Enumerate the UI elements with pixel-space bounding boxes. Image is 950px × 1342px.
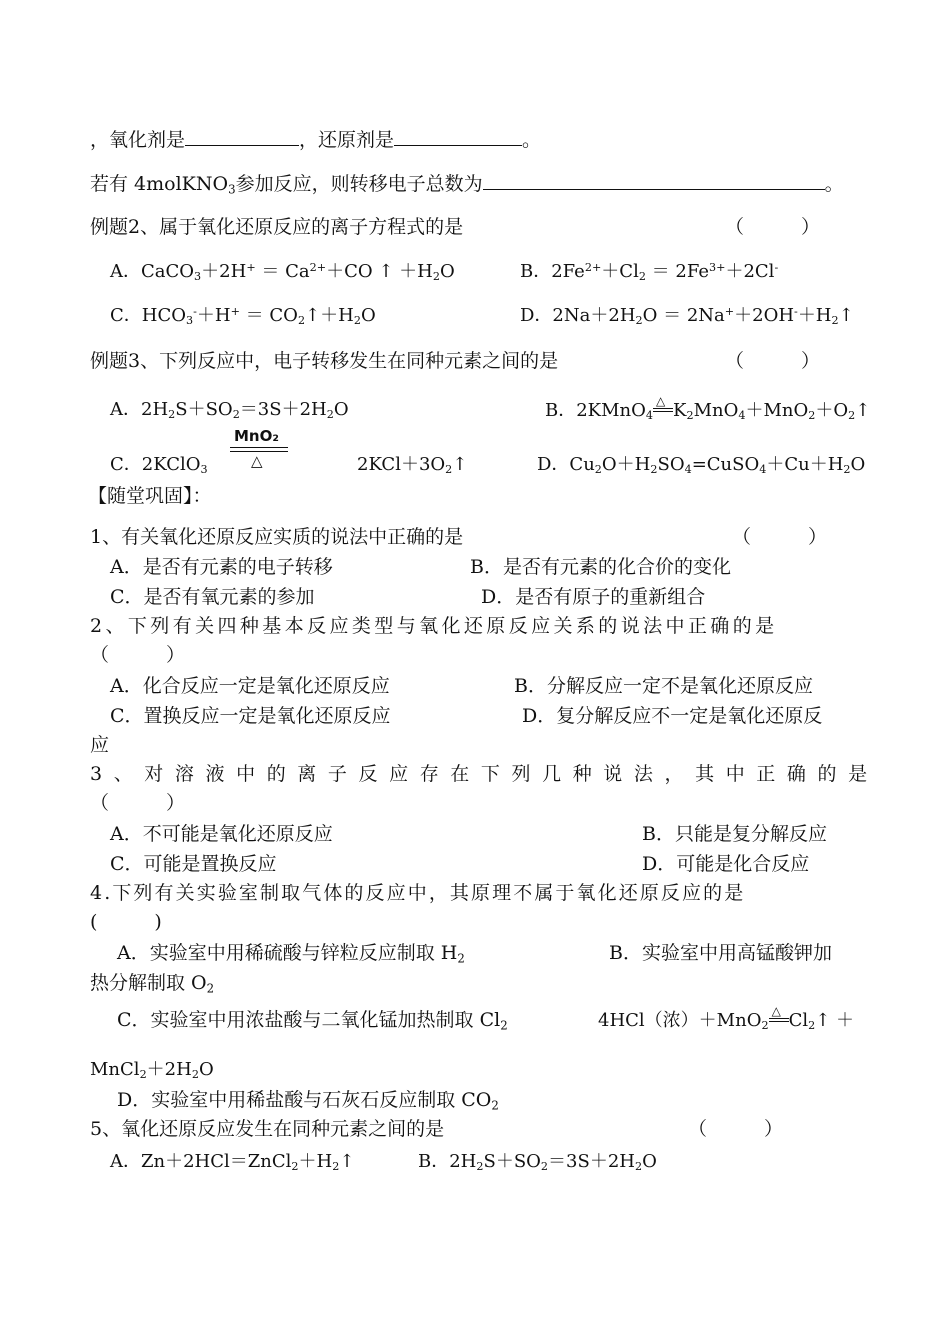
- subscript: 3: [194, 270, 202, 284]
- line-electron-count: [90, 171, 844, 196]
- subscript: 3: [200, 463, 208, 477]
- text: K: [673, 400, 687, 421]
- practice4-paren[interactable]: ( ): [90, 911, 162, 933]
- subscript: 3: [228, 182, 236, 197]
- double-line-top: [653, 408, 673, 409]
- example2-stem: 例题2、属于氧化还原反应的离子方程式的是: [90, 216, 464, 238]
- subscript: 4: [738, 409, 746, 423]
- text: ＋Cu＋H: [766, 454, 844, 475]
- answer-blank-reductant[interactable]: [394, 127, 522, 146]
- text: ＝ CO: [239, 305, 298, 326]
- text: O: [439, 261, 455, 282]
- text: ＋Cl: [601, 261, 639, 282]
- example3-option-c-products: [357, 453, 467, 477]
- practice3-stem: 3、对溶液中的离子反应存在下列几种说法，其中正确的是: [90, 763, 879, 785]
- text: O: [198, 1059, 214, 1080]
- text: C．HCO: [110, 305, 186, 326]
- text: S＋SO: [175, 399, 233, 420]
- example3-option-d[interactable]: [537, 453, 865, 477]
- practice5-stem: 5、氧化还原反应发生在同种元素之间的是: [90, 1118, 445, 1140]
- text: S＋SO: [483, 1151, 541, 1172]
- superscript: -: [193, 304, 197, 318]
- subscript: 2: [638, 270, 646, 284]
- answer-blank-electrons[interactable]: [483, 171, 825, 190]
- subscript: 4: [645, 409, 654, 423]
- subscript: 2: [491, 1098, 499, 1113]
- text: SO: [657, 454, 685, 475]
- practice4-option-b[interactable]: B．实验室中用高锰酸钾加: [609, 942, 832, 964]
- text: ＝ 2Fe: [645, 261, 709, 282]
- text: ↑: [855, 400, 871, 421]
- text: 热分解制取 O: [90, 972, 207, 994]
- text: A．CaCO: [110, 261, 195, 282]
- text: A．Zn＋2HCl＝ZnCl: [110, 1151, 292, 1172]
- text: ＋2OH: [734, 305, 795, 326]
- text: 若有 4molKNO: [90, 173, 229, 195]
- practice5-option-a[interactable]: [110, 1150, 354, 1174]
- practice3-option-a[interactable]: A．不可能是氧化还原反应: [110, 823, 333, 845]
- subscript: 2: [297, 314, 306, 328]
- subscript: 2: [168, 408, 176, 422]
- practice5-paren[interactable]: （ ）: [688, 1118, 784, 1140]
- subscript: 2: [650, 463, 658, 477]
- subscript: 2: [191, 1068, 199, 1082]
- subscript: 2: [206, 981, 215, 996]
- subscript: 2: [594, 463, 602, 477]
- text: ＋H: [797, 305, 832, 326]
- practice1-option-d[interactable]: D．是否有原子的重新组合: [481, 586, 706, 608]
- text: Cl: [788, 1010, 809, 1031]
- practice1-option-a[interactable]: A．是否有元素的电子转移: [110, 556, 333, 578]
- practice1-paren[interactable]: （ ）: [732, 526, 828, 548]
- example3-option-b[interactable]: [545, 394, 871, 423]
- catalyst-label: MnO₂: [234, 427, 279, 445]
- line-oxidant-reductant: [90, 127, 541, 152]
- subscript: 2: [457, 951, 465, 966]
- subscript: 2: [232, 408, 240, 422]
- text: O: [360, 305, 376, 326]
- practice1-option-b[interactable]: B．是否有元素的化合价的变化: [470, 556, 731, 578]
- text: ＋2H: [201, 261, 247, 282]
- subscript: 2: [332, 1160, 340, 1174]
- subscript: 2: [686, 409, 694, 423]
- example3-option-c[interactable]: [110, 453, 208, 477]
- example2-option-a[interactable]: [110, 260, 455, 284]
- text: ＝3S＋2H: [548, 1151, 635, 1172]
- practice2-option-c[interactable]: C．置换反应一定是氧化还原反应: [110, 705, 391, 727]
- subscript: 2: [291, 1160, 299, 1174]
- subscript: 2: [540, 1160, 549, 1174]
- practice2-stem: 2、下列有关四种基本反应类型与氧化还原反应关系的说法中正确的是: [90, 615, 778, 637]
- subscript: 2: [848, 409, 856, 423]
- example2-option-c[interactable]: [110, 304, 376, 328]
- text: ＋CO ↑ ＋H: [326, 261, 433, 282]
- subscript: 4: [684, 463, 692, 477]
- text: 2KCl＋3O: [357, 454, 446, 475]
- text: ↑: [838, 305, 854, 326]
- heat-condition-icon: [653, 394, 673, 418]
- superscript: 3+: [709, 260, 726, 274]
- text: O: [642, 1151, 657, 1172]
- text: O＋H: [601, 454, 651, 475]
- double-line-bottom: [769, 1021, 789, 1022]
- double-line-top: [769, 1018, 789, 1019]
- superscript: +: [246, 260, 256, 274]
- answer-blank-oxidant[interactable]: [185, 127, 299, 146]
- subscript: 2: [476, 1160, 484, 1174]
- practice4-option-c-equation: [598, 1004, 855, 1033]
- superscript: +: [724, 304, 735, 318]
- double-line-top: [230, 447, 288, 448]
- text: D．实验室中用稀盐酸与石灰石反应制取 CO: [117, 1089, 492, 1111]
- example3-paren[interactable]: （ ）: [725, 350, 821, 372]
- practice4-option-d[interactable]: [117, 1088, 499, 1112]
- text: =CuSO: [691, 454, 760, 475]
- practice2-paren[interactable]: （ ）: [90, 644, 186, 666]
- practice4-option-c[interactable]: [117, 1008, 508, 1032]
- double-line-bottom: [653, 411, 673, 412]
- subscript: 2: [139, 1068, 147, 1082]
- superscript: +: [230, 304, 240, 318]
- example3-stem: 例题3、下列反应中，电子转移发生在同种元素之间的是: [90, 350, 559, 372]
- text: ＝3S＋2H: [239, 399, 327, 420]
- practice2-option-b[interactable]: B．分解反应一定不是氧化还原反应: [514, 675, 813, 697]
- subscript: 2: [635, 314, 643, 328]
- text: D．Cu: [537, 454, 595, 475]
- subscript: 2: [432, 270, 440, 284]
- text: O: [850, 454, 866, 475]
- text: B．2Fe: [520, 261, 585, 282]
- text: ＋O: [815, 400, 849, 421]
- practice2-option-a[interactable]: A．化合反应一定是氧化还原反应: [110, 675, 390, 697]
- practice1-option-c[interactable]: C．是否有氧元素的参加: [110, 586, 315, 608]
- text: D．2Na＋2H: [520, 305, 636, 326]
- subscript: 2: [326, 408, 334, 422]
- example2-paren[interactable]: （ ）: [725, 216, 821, 238]
- text: ，还原剂是: [299, 129, 395, 151]
- practice1-stem: 1、有关氧化还原反应实质的说法中正确的是: [90, 526, 464, 548]
- text: B．2H: [418, 1151, 477, 1172]
- subscript: 2: [445, 463, 453, 477]
- text: O: [333, 399, 349, 420]
- text: ↑: [339, 1151, 355, 1172]
- superscript: 2+: [309, 260, 327, 274]
- practice5-option-b[interactable]: [418, 1150, 657, 1174]
- catalyst-arrow: [230, 428, 288, 472]
- subscript: 2: [353, 314, 361, 328]
- text: ↑: [452, 454, 468, 475]
- text: ＋MnO: [745, 400, 809, 421]
- example3-option-a[interactable]: [110, 398, 349, 422]
- practice4-option-a[interactable]: [117, 941, 465, 965]
- example2-option-b[interactable]: [520, 260, 778, 284]
- subscript: 2: [634, 1160, 643, 1174]
- heat-condition-icon: [769, 1004, 789, 1028]
- text: ，氧化剂是: [90, 129, 186, 151]
- example2-option-d[interactable]: [520, 304, 854, 328]
- text: ＋H: [298, 1151, 333, 1172]
- practice2-option-d[interactable]: D．复分解反应不一定是氧化还原反: [522, 705, 823, 727]
- text: ＝ Ca: [255, 261, 310, 282]
- heat-triangle-icon: △: [251, 452, 263, 470]
- text: 。: [522, 129, 542, 151]
- superscript: -: [774, 260, 779, 274]
- triangle-symbol: △: [656, 394, 666, 408]
- text: C．2KClO: [110, 454, 201, 475]
- section-heading: 【随堂巩固】：: [88, 485, 212, 507]
- subscript: 4: [759, 463, 767, 477]
- text: A．2H: [110, 399, 169, 420]
- practice3-option-d[interactable]: D．可能是化合反应: [642, 853, 810, 875]
- practice3-option-c[interactable]: C．可能是置换反应: [110, 853, 277, 875]
- text: 。: [824, 173, 844, 195]
- superscript: 2+: [584, 260, 602, 274]
- subscript: 3: [186, 314, 194, 328]
- text: ↑＋H: [305, 305, 354, 326]
- text: 4HCl（浓）＋MnO: [598, 1010, 762, 1031]
- text: ＋2Cl: [725, 261, 775, 282]
- text: B．2KMnO: [545, 400, 646, 421]
- subscript: 2: [843, 463, 851, 477]
- subscript: 2: [831, 314, 839, 328]
- subscript: 2: [808, 1019, 816, 1033]
- text: MnCl: [90, 1059, 140, 1080]
- text: ＋2H: [146, 1059, 192, 1080]
- text: ＋H: [196, 305, 231, 326]
- text: C．实验室中用浓盐酸与二氧化锰加热制取 Cl: [117, 1009, 501, 1031]
- text: ↑ ＋: [815, 1010, 855, 1031]
- subscript: 2: [500, 1018, 508, 1033]
- superscript: -: [794, 304, 798, 318]
- text: MnO: [693, 400, 739, 421]
- practice3-option-b[interactable]: B．只能是复分解反应: [642, 823, 827, 845]
- practice2-option-d-wrap: 应: [90, 734, 110, 756]
- text: A．实验室中用稀硫酸与锌粒反应制取 H: [117, 942, 458, 964]
- practice4-option-b-wrap: [90, 971, 214, 995]
- triangle-symbol: △: [771, 1004, 781, 1018]
- practice4-stem: 4.下列有关实验室制取气体的反应中，其原理不属于氧化还原反应的是: [90, 882, 746, 904]
- practice4-option-c-wrap: [90, 1058, 214, 1082]
- text: 参加反应，则转移电子总数为: [235, 173, 483, 195]
- practice3-paren[interactable]: （ ）: [90, 792, 186, 814]
- subscript: 2: [808, 409, 816, 423]
- subscript: 2: [761, 1019, 769, 1033]
- text: O ＝ 2Na: [642, 305, 725, 326]
